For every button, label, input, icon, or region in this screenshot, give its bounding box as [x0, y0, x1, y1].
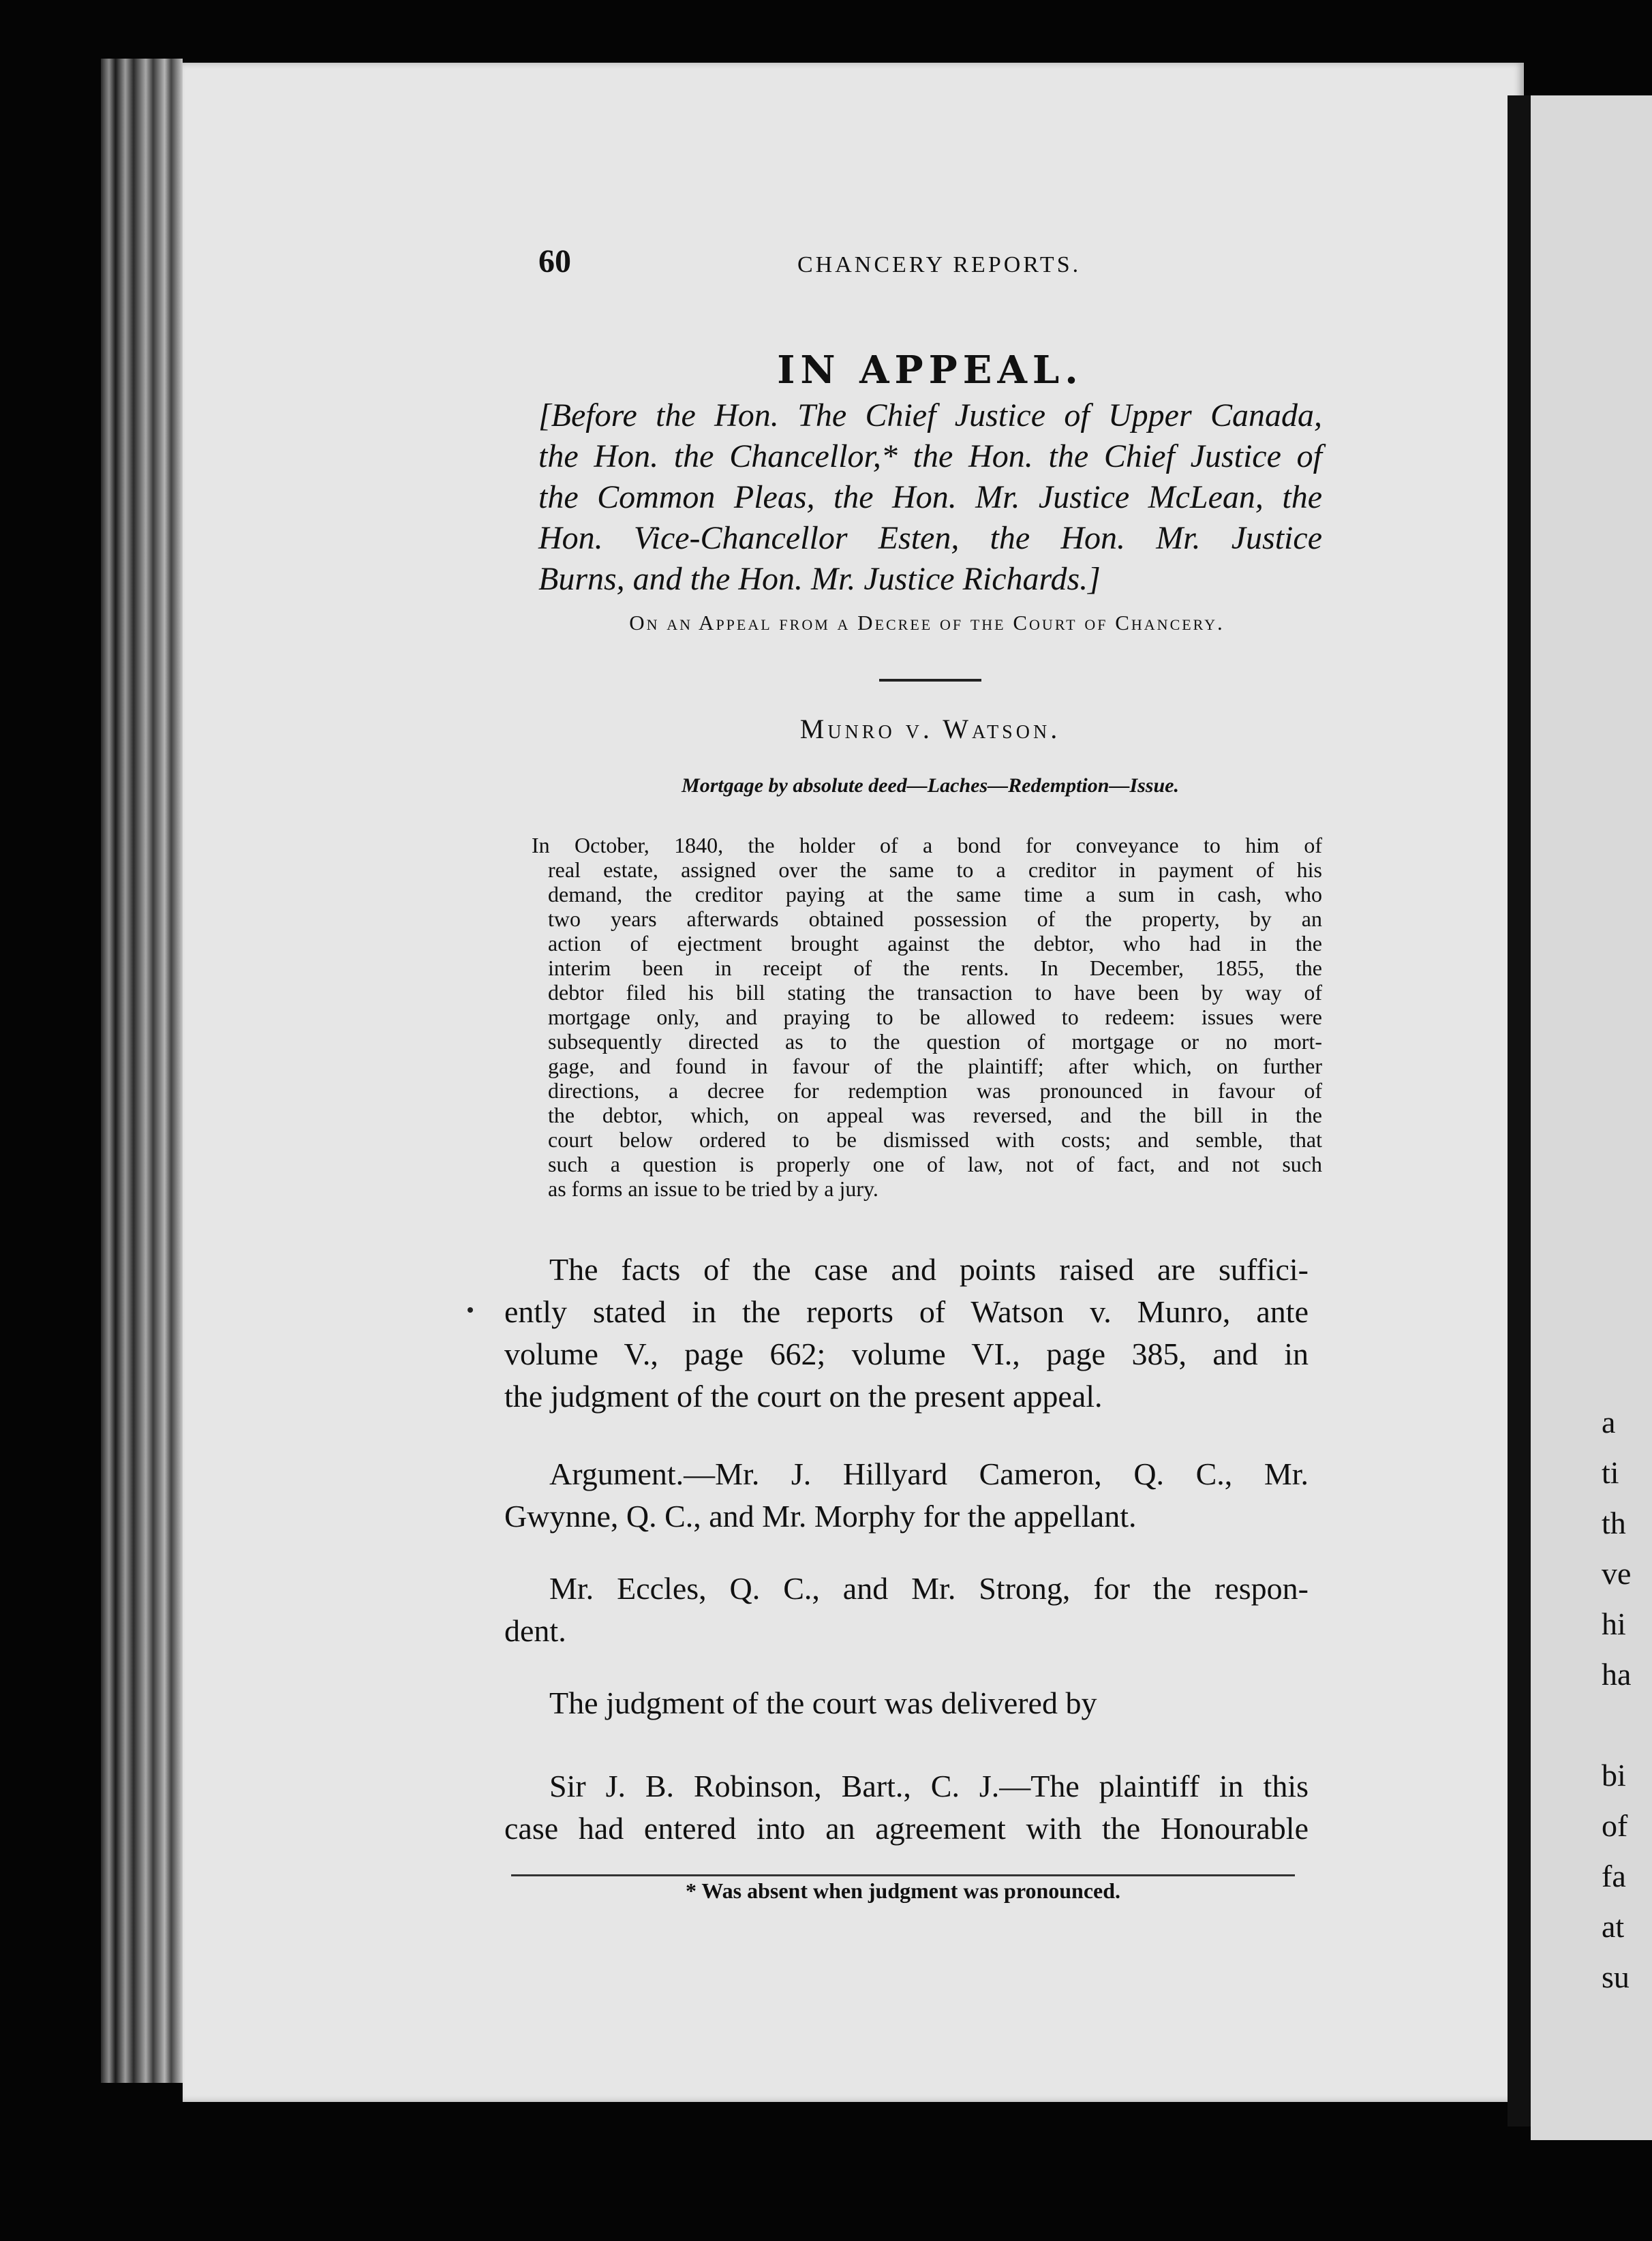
- headnote-line: such a question is properly one of law, not of fact, and not such: [548, 1152, 1322, 1176]
- paragraph-delivered: [504, 1682, 1309, 1724]
- headnote-line: directions, a decree for redemption was pronounced in favour of: [548, 1078, 1322, 1103]
- body-line: ently stated in the reports of Watson v. Munro, ante: [504, 1294, 1309, 1329]
- body-line: the judgment of the court on the present appeal.: [504, 1379, 1103, 1414]
- facing-fragment: at: [1602, 1909, 1625, 1944]
- body-line: Sir J. B. Robinson, Bart., C. J.—The plaintiff in this: [549, 1769, 1309, 1803]
- appeal-line: On an Appeal from a Decree of the Court of Chancery.: [629, 611, 1225, 635]
- headnote-line: mortgage only, and praying to be allowed to redeem: issues were: [548, 1005, 1322, 1029]
- facing-fragment: su: [1602, 1960, 1630, 1994]
- body-line: Mr. Eccles, Q. C., and Mr. Strong, for the respon-: [549, 1571, 1309, 1606]
- bench-line: Burns, and the Hon. Mr. Justice Richards.]: [538, 561, 1101, 597]
- page-number: 60: [538, 243, 571, 279]
- body-line: Gwynne, Q. C., and Mr. Morphy for the appellant.: [504, 1499, 1137, 1534]
- paragraph-judgment: [504, 1765, 1309, 1850]
- case-name: Munro v. Watson.: [799, 714, 1061, 744]
- paragraph-respondent: [504, 1568, 1309, 1652]
- headnote-line: interim been in receipt of the rents. In December, 1855, the: [548, 956, 1322, 980]
- subject-line: Mortgage by absolute deed—Laches—Redemption—Issue.: [682, 774, 1179, 797]
- headnote: [532, 833, 1322, 1201]
- paragraph-facts: [504, 1249, 1309, 1418]
- body-line: The judgment of the court was delivered by: [549, 1686, 1097, 1720]
- facing-fragment: fa: [1602, 1859, 1626, 1893]
- facing-fragment: th: [1602, 1506, 1626, 1540]
- footnote: * Was absent when judgment was pronounced.: [685, 1878, 1121, 1903]
- divider-rule: [879, 679, 981, 682]
- bench-list: [538, 395, 1322, 600]
- stray-mark: [468, 1307, 473, 1313]
- bench-line: the Common Pleas, the Hon. Mr. Justice McLean, the: [538, 479, 1322, 515]
- bench-line: [Before the Hon. The Chief Justice of Upper Canada,: [538, 397, 1322, 433]
- facing-fragment: a: [1602, 1405, 1616, 1439]
- facing-fragment: ha: [1602, 1657, 1632, 1692]
- body-line: Argument.—Mr. J. Hillyard Cameron, Q. C., Mr.: [549, 1457, 1309, 1491]
- bench-line: Hon. Vice-Chancellor Esten, the Hon. Mr. Justice: [538, 520, 1322, 556]
- body-line: volume V., page 662; volume VI., page 385, and in: [504, 1337, 1309, 1371]
- headnote-line: the debtor, which, on appeal was reversed, and the bill in the: [548, 1103, 1322, 1127]
- facing-fragment: ti: [1602, 1455, 1619, 1490]
- body-line: dent.: [504, 1613, 566, 1648]
- facing-page-text: [1602, 1397, 1652, 2002]
- headnote-line: court below ordered to be dismissed with costs; and semble, that: [548, 1127, 1322, 1152]
- headnote-line: In October, 1840, the holder of a bond for conveyance to him of: [532, 833, 1322, 857]
- headnote-line: demand, the creditor paying at the same time a sum in cash, who: [548, 882, 1322, 906]
- running-head: [538, 243, 1322, 284]
- body-line: The facts of the case and points raised are suffici-: [549, 1252, 1309, 1287]
- headnote-line: debtor filed his bill stating the transaction to have been by way of: [548, 980, 1322, 1005]
- footnote-rule: [511, 1874, 1295, 1876]
- book-gutter: [1508, 95, 1531, 2126]
- facing-fragment: ve: [1602, 1556, 1632, 1591]
- facing-fragment: bi: [1602, 1758, 1626, 1793]
- headnote-line: real estate, assigned over the same to a creditor in payment of his: [548, 857, 1322, 882]
- headnote-line: action of ejectment brought against the debtor, who had in the: [548, 931, 1322, 956]
- book-page-edges: [101, 59, 183, 2083]
- body-line: case had entered into an agreement with the Honourable: [504, 1811, 1309, 1846]
- headnote-line: gage, and found in favour of the plaintiff; after which, on further: [548, 1054, 1322, 1078]
- facing-fragment: hi: [1602, 1606, 1626, 1641]
- facing-fragment: of: [1602, 1808, 1628, 1843]
- facing-fragment: [1602, 1700, 1652, 1750]
- headnote-line: two years afterwards obtained possession of the property, by an: [548, 906, 1322, 931]
- running-title: CHANCERY REPORTS.: [797, 252, 1082, 277]
- paragraph-argument: [504, 1453, 1309, 1538]
- headnote-line: subsequently directed as to the question of mortgage or no mort-: [548, 1029, 1322, 1054]
- section-title: IN APPEAL.: [777, 348, 1084, 393]
- bench-line: the Hon. the Chancellor,* the Hon. the Chief Justice of: [538, 438, 1322, 474]
- headnote-line: as forms an issue to be tried by a jury.: [548, 1176, 878, 1201]
